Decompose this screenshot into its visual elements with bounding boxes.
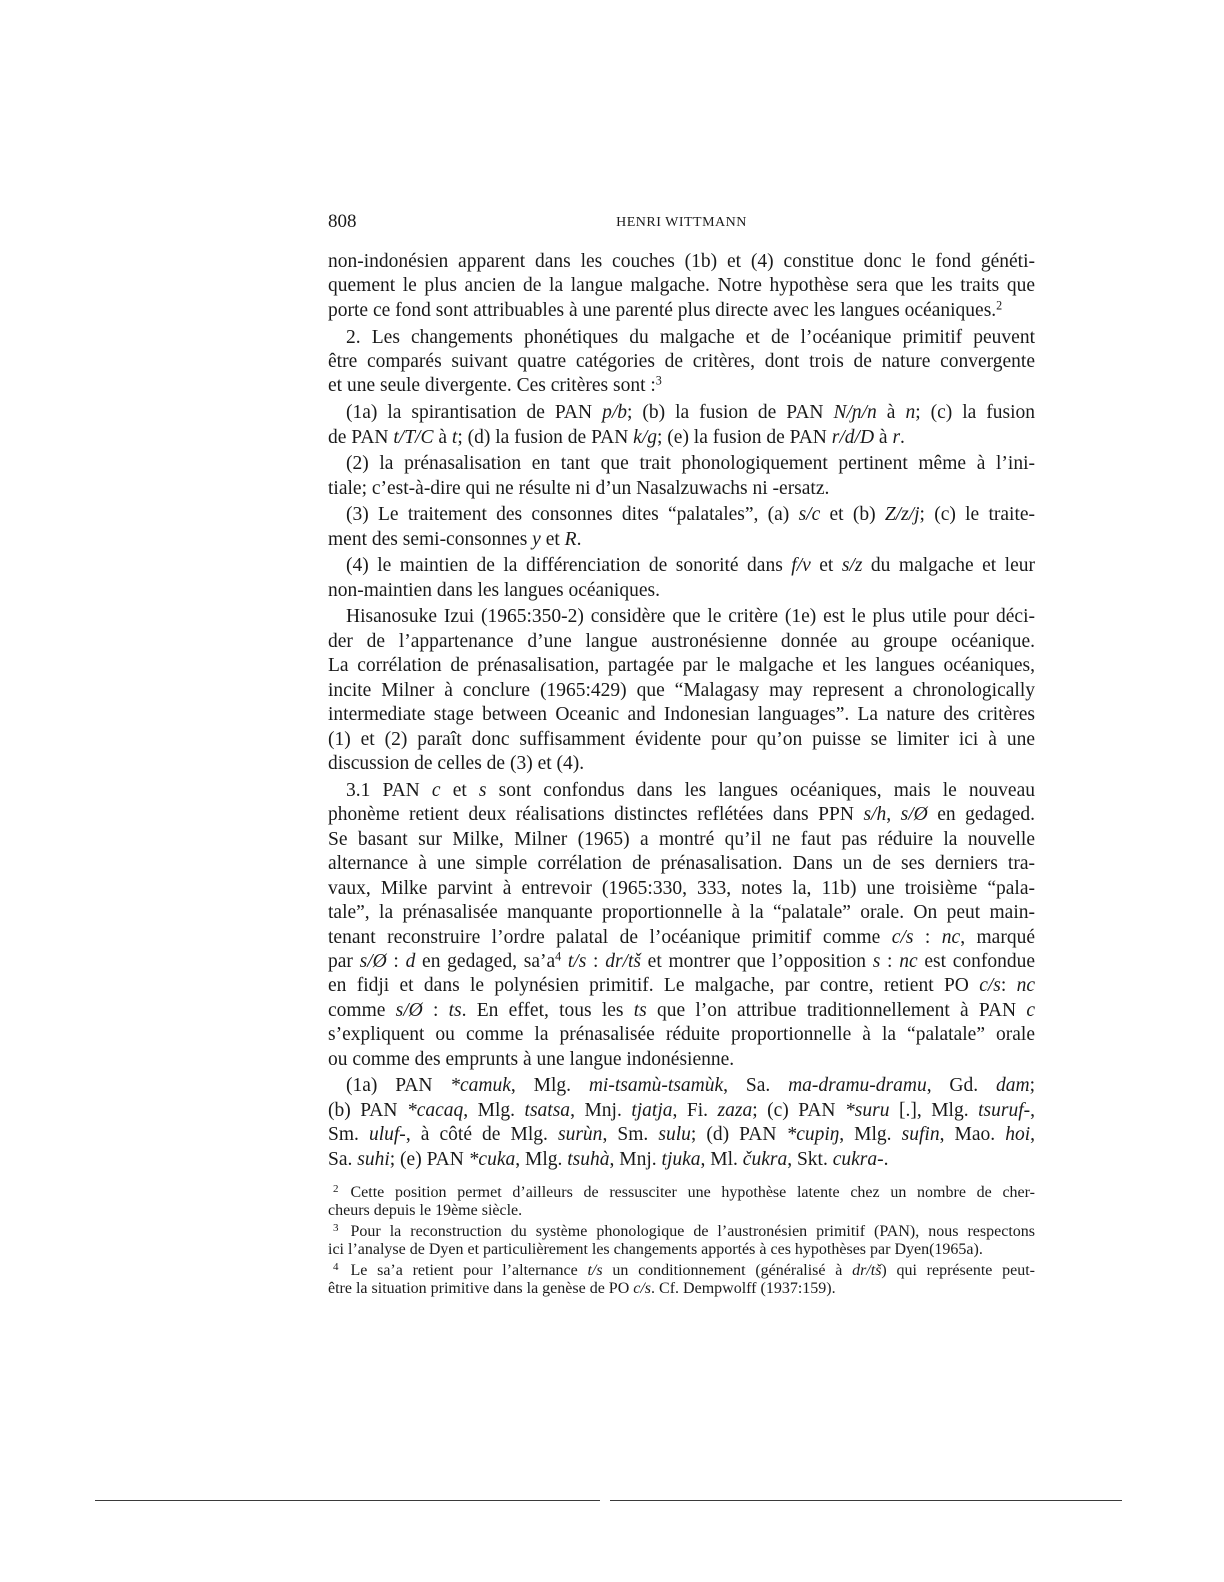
text-run: non-indonésien apparent dans les couches (1b) et (4) constitue donc le fond généti- — [328, 251, 1035, 272]
paragraph — [328, 401, 1035, 450]
paragraph — [328, 326, 1035, 399]
italic-text: ts — [633, 999, 647, 1021]
text-line — [328, 477, 1035, 501]
text-run: de PAN — [328, 426, 394, 448]
text-run: en fidji et dans le polynésien primitif. Le malgache, par contre, retient PO — [328, 975, 980, 997]
text-run: s’expliquent ou comme la prénasalisée réduite proportionnelle à la “palatale” orale — [328, 1024, 1035, 1046]
text-run: : — [1000, 975, 1017, 997]
text-run: Se basant sur Milke, Milner (1965) a montré qu’il ne faut pas réduire la nouvelle — [328, 828, 1035, 850]
italic-text: tjuka — [661, 1148, 701, 1170]
text-line — [328, 426, 1035, 450]
text-run: (4) le maintien de la différenciation de sonorité dans — [346, 555, 792, 577]
scan-edge-line — [610, 1500, 1122, 1501]
text-line — [328, 374, 1035, 398]
italic-text: tsuhà — [567, 1148, 610, 1170]
text-line — [328, 452, 1035, 476]
text-line — [328, 1148, 1035, 1172]
text-run: , Mao. — [939, 1124, 1006, 1146]
italic-text: nc — [1016, 975, 1035, 997]
text-line — [328, 554, 1035, 578]
italic-text: n — [905, 402, 916, 424]
italic-text: c/s — [891, 926, 914, 948]
text-run: , Mlg. — [463, 1099, 525, 1121]
text-run: Le sa’a retient pour l’alternance — [350, 1261, 588, 1279]
text-run: porte ce fond sont attribuables à une parenté plus directe avec les langues océaniques. — [328, 299, 997, 321]
text-run: . En effet, tous les — [461, 999, 634, 1021]
text-line — [328, 250, 1035, 274]
italic-text: mi-tsamù-tsamùk — [588, 1075, 724, 1097]
text-line — [328, 401, 1035, 425]
text-run: . — [883, 1148, 889, 1170]
text-run: : — [422, 999, 449, 1021]
text-run: Cette position permet d’ailleurs de ressusciter une hypothèse latente chez un nombre de cher- — [350, 1184, 1035, 1201]
footnote-reference: 4 — [555, 949, 562, 964]
text-run: : — [913, 926, 942, 948]
italic-text: sufin — [901, 1124, 940, 1146]
text-run: ment des semi-consonnes — [328, 528, 533, 550]
text-line — [328, 679, 1035, 703]
italic-text: zaza — [717, 1099, 753, 1121]
text-run: , Sa. — [723, 1075, 789, 1097]
text-run: incite Milner à conclure (1965:429) que “Malagasy may represent a chronologically — [328, 679, 1035, 701]
text-run: ou comme des emprunts à une langue indonésienne. — [328, 1048, 735, 1070]
text-run: sont confondus dans les langues océaniques, mais le nouveau — [486, 779, 1035, 801]
italic-text: s/c — [798, 504, 821, 526]
text-run: . — [900, 426, 905, 448]
text-line — [328, 1099, 1035, 1123]
italic-text: t/s — [587, 1261, 603, 1279]
italic-text: R — [564, 528, 577, 550]
text-run: à — [433, 426, 452, 448]
italic-text: surùn — [558, 1124, 603, 1146]
text-run: vaux, Milke parvint à entrevoir (1965:330, 333, notes la, 11b) une troisième “pala- — [328, 877, 1035, 899]
footnote — [328, 1262, 1035, 1299]
italic-text: c — [431, 779, 441, 801]
text-run: à — [876, 402, 906, 424]
text-run: par — [328, 951, 360, 972]
italic-text: t/T/C — [393, 426, 434, 448]
text-run: Hisanosuke Izui (1965:350-2) considère que le critère (1e) est le plus utile pour déci- — [346, 606, 1035, 628]
text-run: et (b) — [820, 504, 885, 526]
italic-text: *camuk — [450, 1075, 511, 1097]
text-line — [328, 1241, 1035, 1259]
text-run: , Gd. — [926, 1075, 996, 1097]
paragraph — [328, 503, 1035, 552]
text-run: (b) PAN — [328, 1099, 407, 1121]
text-run: Pour la reconstruction du système phonologique de l’austronésien primitif (PAN), nous respectons — [350, 1222, 1035, 1240]
italic-text: dr/tš — [605, 951, 641, 972]
italic-text: s — [478, 779, 487, 801]
italic-text: r/d/D — [831, 426, 875, 448]
text-run: en gedaged, sa’a — [415, 951, 556, 972]
text-line — [328, 1123, 1035, 1147]
paragraph — [328, 250, 1035, 323]
text-run: à — [874, 426, 893, 448]
text-run: discussion de celles de (3) et (4). — [328, 753, 585, 775]
italic-text: s/Ø — [359, 951, 387, 972]
italic-text: y — [532, 528, 541, 550]
text-run: et montrer que l’opposition — [640, 951, 873, 972]
text-run: un conditionnement (généralisé à — [602, 1261, 853, 1279]
paragraph — [328, 452, 1035, 501]
text-line — [328, 974, 1035, 998]
text-run: ) qui représente peut- — [881, 1261, 1035, 1279]
text-run: , Sm. — [602, 1124, 659, 1146]
text-run: ; (d) la fusion de PAN — [457, 426, 634, 448]
text-run: : — [386, 951, 406, 972]
text-line — [328, 654, 1035, 678]
paragraph — [328, 779, 1035, 1072]
text-run: , Mnj. — [609, 1148, 662, 1170]
italic-text: uluf- — [368, 1124, 406, 1146]
italic-text: r — [892, 426, 901, 448]
text-run: (3) Le traitement des consonnes dites “palatales”, (a) — [346, 504, 799, 526]
text-run: ; (c) le traite- — [919, 504, 1036, 526]
text-run: (1) et (2) paraît donc suffisamment évidente pour qu’on puisse se limiter ici à une — [328, 728, 1035, 750]
text-line — [328, 828, 1035, 852]
text-line: 2 Cette position permet d’ailleurs de ressusciter une hypothèse latente chez un nombre de cher- — [333, 1183, 1035, 1201]
italic-text: c — [1026, 999, 1035, 1021]
italic-text: p/b — [602, 402, 627, 424]
italic-text: ma-dramu-dramu — [788, 1075, 927, 1097]
text-run: Sm. — [328, 1124, 369, 1146]
text-run: , marqué — [960, 926, 1035, 948]
text-run: ; (e) PAN — [389, 1148, 469, 1170]
running-head-author: HENRI WITTMANN — [616, 215, 747, 230]
text-run: et une seule divergente. Ces critères sont : — [328, 375, 656, 397]
text-line — [328, 605, 1035, 629]
text-run: ; (d) PAN — [690, 1124, 787, 1146]
italic-text: cukra- — [832, 1148, 884, 1170]
text-run — [561, 951, 568, 972]
text-run: intermediate stage between Oceanic and Indonesian languages”. La nature des critères — [328, 704, 1035, 726]
text-line — [328, 528, 1035, 552]
text-line: 4 Le sa’a retient pour l’alternance t/s un conditionnement (généralisé à dr/tš) qui représente peut- — [333, 1260, 1035, 1279]
text-run: , Fi. — [672, 1099, 718, 1121]
text-line — [328, 299, 1035, 323]
text-run: en gedaged. — [927, 804, 1036, 826]
italic-text: ts — [448, 999, 462, 1021]
paragraph — [328, 554, 1035, 603]
text-run: , Skt. — [787, 1148, 833, 1170]
text-line — [328, 779, 1035, 803]
text-run: , — [1030, 1124, 1036, 1146]
text-run: , — [886, 804, 901, 826]
text-run: : — [586, 951, 606, 972]
text-line: 3 Pour la reconstruction du système phonologique de l’austronésien primitif (PAN), nous respectons — [333, 1221, 1035, 1240]
text-run: et — [540, 528, 565, 550]
text-run: , à côté de Mlg. — [405, 1124, 558, 1146]
italic-text: dam — [995, 1075, 1030, 1097]
italic-text: *cuka — [468, 1148, 516, 1170]
italic-text: čukra — [742, 1148, 788, 1170]
italic-text: s — [872, 951, 881, 972]
running-header — [328, 210, 1035, 236]
page-number: 808 — [328, 211, 357, 232]
text-run: , Mnj. — [570, 1099, 632, 1121]
text-run: . Cf. Dempwolff (1937:159). — [651, 1280, 836, 1298]
text-line — [328, 630, 1035, 654]
italic-text: *suru — [845, 1099, 890, 1121]
text-run: , Mlg. — [515, 1148, 568, 1170]
text-run: , Mlg. — [839, 1124, 902, 1146]
text-run: phonème retient deux réalisations distinctes reflétées dans PPN — [328, 804, 864, 826]
text-run: (1a) PAN — [346, 1075, 451, 1097]
text-line — [328, 1280, 1035, 1298]
text-line — [328, 803, 1035, 827]
text-line — [328, 1048, 1035, 1072]
italic-text: k/g — [633, 426, 657, 448]
italic-text: tsatsa — [524, 1099, 571, 1121]
italic-text: nc — [941, 926, 961, 948]
text-run: comme — [328, 999, 396, 1021]
italic-text: s/z — [841, 555, 863, 577]
text-run: tenant reconstruire l’ordre palatal de l’océanique primitif comme — [328, 926, 892, 948]
text-run: 3.1 PAN — [346, 779, 432, 801]
text-run: être la situation primitive dans la genèse de PO — [328, 1280, 634, 1298]
paragraph — [328, 605, 1035, 776]
text-run: ; (e) la fusion de PAN — [657, 426, 832, 448]
text-line — [328, 1074, 1035, 1098]
italic-text: f/v — [791, 555, 811, 577]
text-run: : — [880, 951, 900, 972]
text-run: être comparés suivant quatre catégories de critères, dont trois de nature convergente — [328, 351, 1035, 372]
italic-text: c/s — [979, 975, 1001, 997]
text-run: Sa. — [328, 1148, 358, 1170]
text-run: ; (b) la fusion de PAN — [626, 402, 834, 424]
paragraph — [328, 1074, 1035, 1172]
text-line — [328, 901, 1035, 925]
text-run: der de l’appartenance d’une langue austronésienne donnée au groupe océanique. — [328, 630, 1035, 652]
italic-text: tjatja — [631, 1099, 673, 1121]
italic-text: N/ɲ/n — [833, 402, 877, 424]
text-run: et — [810, 555, 842, 577]
text-run: , Ml. — [700, 1148, 743, 1170]
footnote-reference: 3 — [655, 373, 662, 388]
italic-text: dr/tš — [852, 1261, 882, 1279]
text-line — [328, 326, 1035, 350]
text-run: du malgache et leur — [862, 555, 1035, 577]
footnotes — [328, 1184, 1035, 1300]
italic-text: tsuruf- — [978, 1099, 1031, 1121]
text-run: La corrélation de prénasalisation, partagée par le malgache et les langues océaniques, — [328, 655, 1035, 677]
text-run: non-maintien dans les langues océaniques. — [328, 579, 660, 601]
text-run: [.], Mlg. — [889, 1099, 979, 1121]
text-line — [328, 950, 1035, 974]
text-run: ; (c) PAN — [752, 1099, 846, 1121]
text-line — [328, 274, 1035, 298]
footnote — [328, 1223, 1035, 1260]
text-run: ; — [1029, 1075, 1035, 1097]
text-run: 2. Les changements phonétiques du malgache et de l’océanique primitif peuvent — [346, 326, 1035, 348]
text-line — [328, 579, 1035, 603]
text-run: ; (c) la fusion — [915, 402, 1036, 424]
italic-text: nc — [899, 951, 918, 972]
text-run: quement le plus ancien de la langue malgache. Notre hypothèse sera que les traits que — [328, 275, 1035, 297]
text-run: alternance à une simple corrélation de prénasalisation. Dans un de ses derniers tra- — [328, 853, 1035, 875]
text-line — [328, 852, 1035, 876]
text-line — [328, 503, 1035, 527]
italic-text: Z/z/j — [884, 504, 920, 526]
text-run: que l’on attribue traditionnellement à PAN — [646, 999, 1027, 1021]
italic-text: d — [405, 951, 416, 972]
italic-text: sulu — [658, 1124, 691, 1146]
text-line — [328, 1202, 1035, 1220]
text-line — [328, 752, 1035, 776]
text-line — [328, 999, 1035, 1023]
text-run: cheurs depuis le 19ème siècle. — [328, 1202, 523, 1220]
text-line — [328, 703, 1035, 727]
italic-text: c/s — [633, 1280, 652, 1298]
text-run: (2) la prénasalisation en tant que trait phonologiquement pertinent même à l’ini- — [346, 453, 1035, 475]
scan-edge-line — [95, 1500, 600, 1501]
text-run: est confondue — [917, 951, 1036, 972]
footnote — [328, 1184, 1035, 1221]
italic-text: hoi — [1005, 1124, 1031, 1146]
text-run: , — [1030, 1099, 1035, 1121]
italic-text: s/h — [863, 804, 887, 826]
italic-text: s/Ø — [395, 999, 423, 1021]
text-line — [328, 877, 1035, 901]
text-run: ici l’analyse de Dyen et particulièrement les changements apportés à ces hypothèses par Dyen(1965a). — [328, 1241, 983, 1259]
text-line — [328, 728, 1035, 752]
footnote-reference: 2 — [996, 298, 1003, 313]
italic-text: s/Ø — [900, 804, 928, 826]
italic-text: *cupiŋ — [786, 1124, 840, 1146]
text-line — [328, 350, 1035, 374]
italic-text: t/s — [567, 951, 587, 972]
text-run: . — [576, 528, 582, 550]
text-run: , Mlg. — [510, 1075, 589, 1097]
text-run: et — [440, 779, 479, 801]
text-line — [328, 1023, 1035, 1047]
text-run: tiale; c’est-à-dire qui ne résulte ni d’un Nasalzuwachs ni -ersatz. — [328, 477, 830, 499]
italic-text: *cacaq — [406, 1099, 464, 1121]
text-line — [328, 926, 1035, 950]
text-run: (1a) la spirantisation de PAN — [346, 402, 603, 424]
text-run: tale”, la prénasalisée manquante proportionnelle à la “palatale” orale. On peut main- — [328, 902, 1035, 924]
italic-text: suhi — [357, 1148, 390, 1170]
italic-text: t — [451, 426, 458, 448]
body-text — [328, 250, 1035, 1174]
